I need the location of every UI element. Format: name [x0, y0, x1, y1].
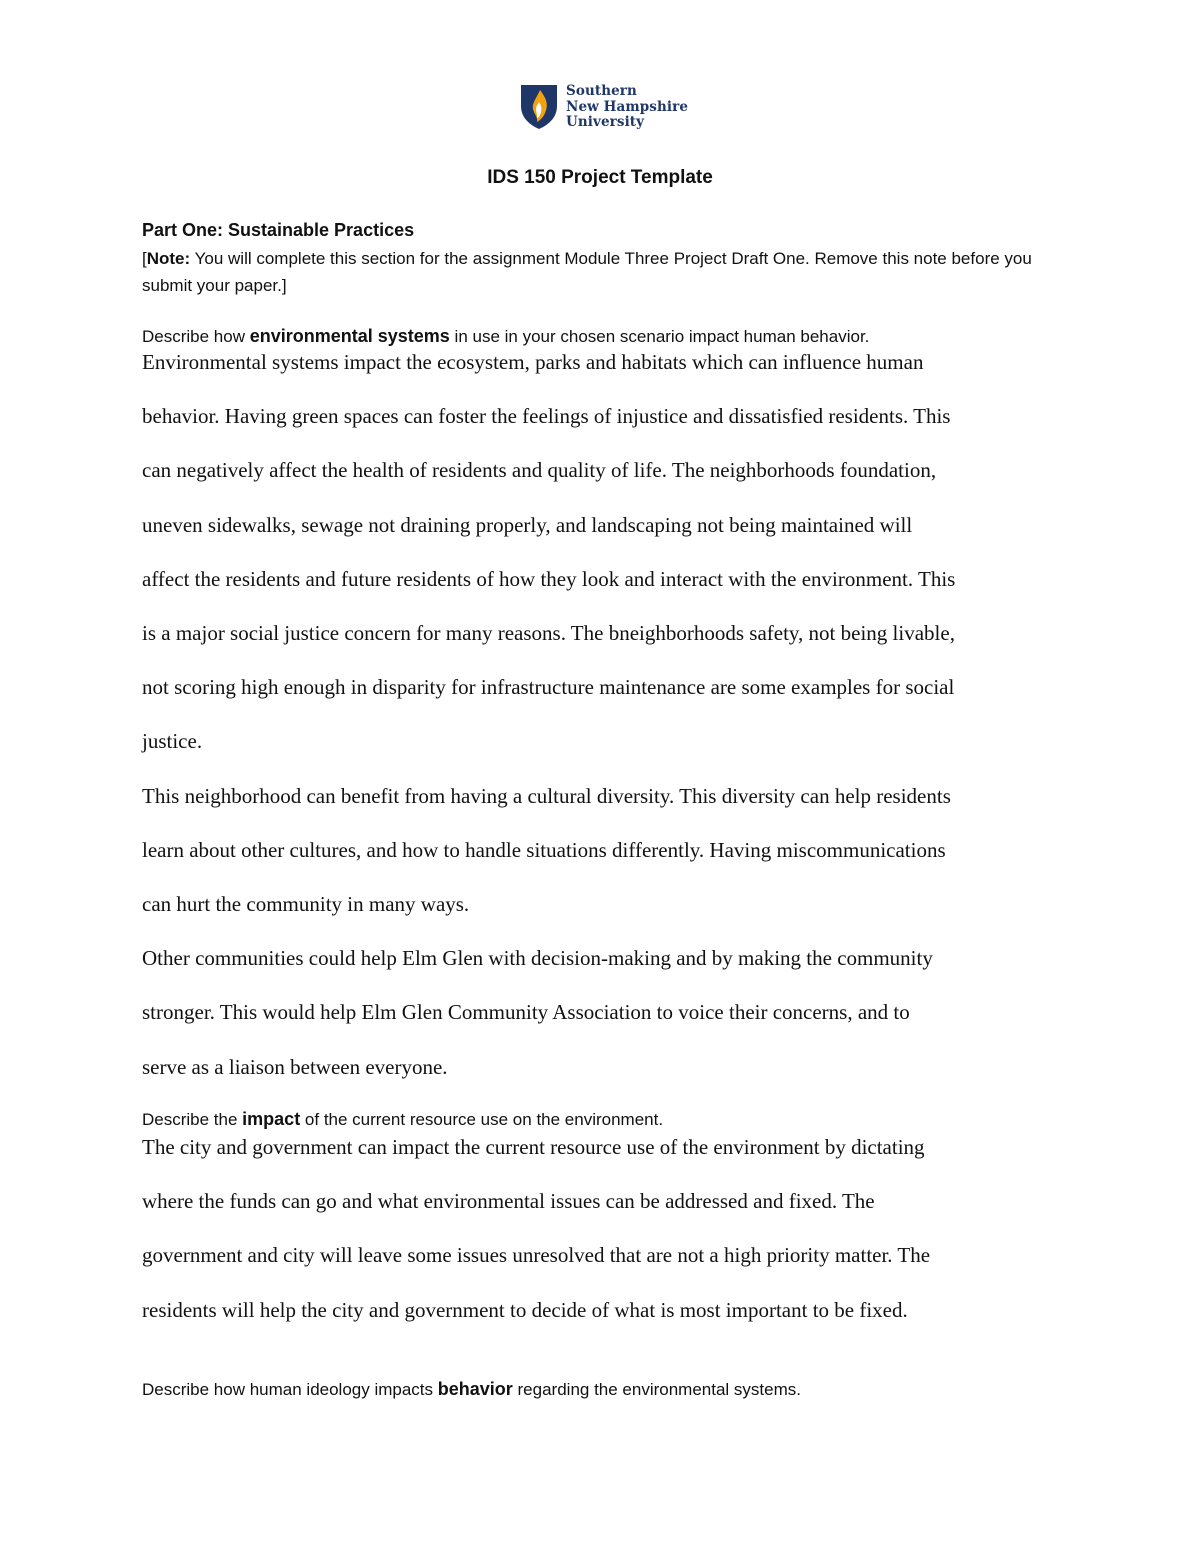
answer-line: is a major social justice concern for many reasons. The bneighborhoods safety, not being livable,	[142, 621, 955, 646]
prompt-human-ideology	[142, 1378, 1062, 1401]
prompt-text: regarding the environmental systems.	[512, 1380, 801, 1399]
answer-line: government and city will leave some issues unresolved that are not a high priority matter. The	[142, 1243, 931, 1268]
answer-line: This neighborhood can benefit from having a cultural diversity. This diversity can help residents	[142, 783, 951, 808]
note-open-bracket: [	[142, 249, 147, 268]
document-title: IDS 150 Project Template	[487, 167, 713, 188]
answer-line: serve as a liaison between everyone.	[142, 1054, 448, 1079]
prompt-text: in use in your chosen scenario impact human behavior.	[449, 327, 870, 346]
prompt-text: Describe how	[142, 327, 250, 346]
note-text: You will complete this section for the assignment Module Three Project Draft One. Remove this note before you submit your paper.]	[142, 249, 1032, 295]
answer-line: not scoring high enough in disparity for infrastructure maintenance are some examples for social	[142, 675, 955, 700]
answer-environmental-systems	[142, 335, 1072, 1094]
logo-wordmark	[566, 84, 688, 131]
section-heading: Part One: Sustainable Practices	[142, 220, 415, 240]
prompt-text: Describe how human ideology impacts	[142, 1380, 438, 1399]
logo-line-2: New Hampshire	[566, 98, 689, 115]
instruction-note	[142, 245, 1052, 299]
answer-line: can hurt the community in many ways.	[142, 892, 470, 917]
note-label: Note:	[146, 249, 191, 268]
prompt-bold-term: environmental systems	[249, 326, 450, 346]
answer-line: justice.	[142, 729, 203, 754]
answer-impact	[142, 1120, 1072, 1337]
answer-line: behavior. Having green spaces can foster the feelings of injustice and dissatisfied residents. This	[142, 404, 951, 429]
answer-line: uneven sidewalks, sewage not draining properly, and landscaping not being maintained will	[142, 512, 913, 537]
prompt-bold-term: impact	[242, 1109, 301, 1129]
answer-line: stronger. This would help Elm Glen Community Association to voice their concerns, and to	[142, 1000, 910, 1025]
prompt-text: Describe the	[142, 1110, 243, 1129]
answer-line: can negatively affect the health of residents and quality of life. The neighborhoods foundation,	[142, 458, 937, 483]
answer-line: Environmental systems impact the ecosystem, parks and habitats which can influence human	[142, 350, 924, 374]
answer-line: The city and government can impact the current resource use of the environment by dictating	[142, 1135, 925, 1159]
university-logo	[520, 84, 688, 134]
answer-line: Other communities could help Elm Glen with decision-making and by making the community	[142, 946, 933, 971]
prompt-text: of the current resource use on the environment.	[300, 1110, 664, 1129]
answer-line: where the funds can go and what environmental issues can be addressed and fixed. The	[142, 1189, 875, 1214]
shield-flame-icon	[520, 84, 558, 130]
answer-line: learn about other cultures, and how to handle situations differently. Having miscommunications	[142, 837, 946, 862]
prompt-bold-term: behavior	[437, 1379, 513, 1399]
logo-line-3: University	[566, 114, 645, 130]
logo-line-1: Southern	[566, 83, 637, 99]
answer-line: residents will help the city and government to decide of what is most important to be fixed.	[142, 1297, 908, 1322]
answer-line: affect the residents and future residents of how they look and interact with the environment. This	[142, 566, 956, 591]
